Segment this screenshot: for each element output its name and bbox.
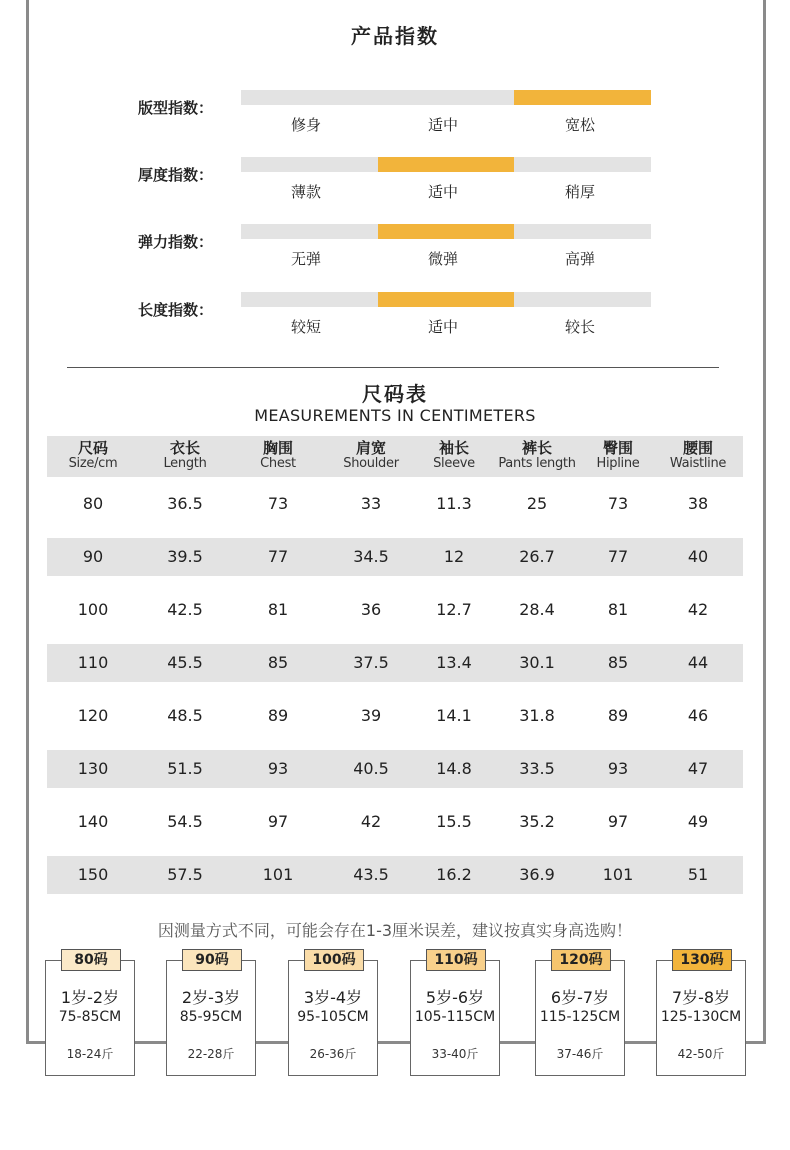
table-body (47, 477, 743, 894)
header-label-en: Chest (260, 456, 296, 472)
table-cell: 36.9 (519, 865, 555, 884)
index-label: 长度指数： (138, 301, 214, 319)
table-row (47, 538, 743, 576)
table-cell: 81 (607, 600, 629, 619)
height-range: 75-85CM (58, 1009, 122, 1025)
height-range: 95-105CM (297, 1009, 369, 1025)
table-cell: 12.7 (436, 600, 472, 619)
header-label-zh: 尺码 (77, 439, 108, 457)
header-label-en: Sleeve (433, 456, 475, 472)
table-cell: 93 (607, 759, 629, 778)
height-range: 105-115CM (414, 1009, 496, 1025)
size-card (288, 952, 378, 1076)
table-row (47, 583, 743, 636)
size-card (535, 952, 625, 1076)
index-option: 稍厚 (564, 183, 595, 201)
table-cell: 33 (360, 494, 382, 513)
table-cell: 90 (82, 547, 104, 566)
table-header-cell (491, 436, 583, 477)
index-bar-fill (514, 90, 651, 105)
weight-range: 18-24斤 (66, 1047, 114, 1061)
table-row (47, 477, 743, 530)
size-tag: 110码 (426, 949, 486, 971)
table-header-cell (653, 436, 743, 477)
size-tag: 80码 (61, 949, 121, 971)
index-option: 微弹 (427, 250, 458, 268)
table-cell: 130 (77, 759, 109, 778)
index-option: 宽松 (564, 116, 595, 134)
index-option: 适中 (427, 183, 458, 201)
size-tag: 100码 (304, 949, 364, 971)
size-tag: 120码 (551, 949, 611, 971)
table-header-cell (47, 436, 139, 477)
table-cell: 85 (607, 653, 629, 672)
header-label-zh: 袖长 (438, 439, 469, 457)
header-label-zh: 臀围 (602, 439, 633, 457)
table-cell: 36.5 (167, 494, 203, 513)
table-cell: 100 (77, 600, 109, 619)
table-cell: 40.5 (353, 759, 389, 778)
table-cell: 36 (360, 600, 382, 619)
index-label: 版型指数： (138, 99, 214, 117)
size-chart-subtitle: MEASUREMENTS IN CENTIMETERS (254, 406, 536, 425)
weight-range: 26-36斤 (309, 1047, 357, 1061)
table-cell: 49 (687, 812, 709, 831)
table-cell: 42 (687, 600, 709, 619)
table-cell: 16.2 (436, 865, 472, 884)
index-option: 无弹 (290, 250, 321, 268)
table-cell: 57.5 (167, 865, 203, 884)
table-cell: 93 (267, 759, 289, 778)
weight-range: 37-46斤 (556, 1047, 604, 1061)
table-cell: 140 (77, 812, 109, 831)
section-divider (67, 367, 719, 368)
table-cell: 31.8 (519, 706, 555, 725)
table-cell: 30.1 (519, 653, 555, 672)
table-cell: 54.5 (167, 812, 203, 831)
header-label-zh: 肩宽 (355, 439, 386, 457)
product-index-title: 产品指数 (351, 24, 439, 48)
table-cell: 150 (77, 865, 109, 884)
age-range: 6岁-7岁 (550, 988, 610, 1007)
index-label: 弹力指数： (138, 233, 214, 251)
table-cell: 43.5 (353, 865, 389, 884)
table-cell: 39 (360, 706, 382, 725)
table-cell: 42 (360, 812, 382, 831)
table-header (47, 436, 743, 477)
table-cell: 48.5 (167, 706, 203, 725)
table-cell: 11.3 (436, 494, 472, 513)
table-cell: 51.5 (167, 759, 203, 778)
age-range: 5岁-6岁 (425, 988, 485, 1007)
header-label-en: Waistline (669, 456, 727, 472)
header-label-zh: 裤长 (521, 439, 552, 457)
size-table (47, 436, 743, 901)
size-card (166, 952, 256, 1076)
measurement-note: 因测量方式不同，可能会存在1-3厘米误差，建议按真实身高选购！ (157, 921, 633, 940)
header-label-en: Length (163, 456, 207, 472)
index-option: 高弹 (564, 250, 595, 268)
table-row (47, 795, 743, 848)
table-cell: 51 (687, 865, 709, 884)
age-range: 2岁-3岁 (181, 988, 241, 1007)
header-label-en: Shoulder (343, 456, 399, 472)
table-cell: 15.5 (436, 812, 472, 831)
size-tag: 90码 (182, 949, 242, 971)
table-cell: 89 (607, 706, 629, 725)
table-cell: 120 (77, 706, 109, 725)
table-row (47, 856, 743, 894)
table-cell: 45.5 (167, 653, 203, 672)
table-cell: 35.2 (519, 812, 555, 831)
table-cell: 12 (443, 547, 465, 566)
size-card (656, 952, 746, 1076)
size-card (45, 952, 135, 1076)
table-header-cell (325, 436, 417, 477)
height-range: 125-130CM (660, 1009, 742, 1025)
table-cell: 97 (267, 812, 289, 831)
table-header-cell (417, 436, 491, 477)
table-cell: 89 (267, 706, 289, 725)
table-cell: 47 (687, 759, 709, 778)
index-bar (241, 292, 651, 307)
age-range: 1岁-2岁 (60, 988, 120, 1007)
header-label-en: Size/cm (68, 456, 118, 472)
index-option: 适中 (427, 116, 458, 134)
table-cell: 110 (77, 653, 109, 672)
weight-range: 22-28斤 (187, 1047, 235, 1061)
table-cell: 81 (267, 600, 289, 619)
table-cell: 42.5 (167, 600, 203, 619)
index-option: 较长 (564, 318, 595, 336)
header-label-zh: 腰围 (682, 439, 713, 457)
table-cell: 77 (607, 547, 629, 566)
index-label: 厚度指数： (138, 166, 214, 184)
age-range: 3岁-4岁 (303, 988, 363, 1007)
table-cell: 80 (82, 494, 104, 513)
table-cell: 73 (267, 494, 289, 513)
age-range: 7岁-8岁 (671, 988, 731, 1007)
index-bar-fill (378, 292, 515, 307)
header-label-zh: 胸围 (262, 439, 293, 457)
weight-range: 33-40斤 (431, 1047, 479, 1061)
table-row (47, 689, 743, 742)
header-label-en: Hipline (596, 456, 640, 472)
table-cell: 101 (262, 865, 294, 884)
table-cell: 14.8 (436, 759, 472, 778)
height-range: 115-125CM (539, 1009, 621, 1025)
table-cell: 39.5 (167, 547, 203, 566)
table-cell: 77 (267, 547, 289, 566)
size-card (410, 952, 500, 1076)
header-label-en: Pants length (498, 456, 576, 472)
height-range: 85-95CM (179, 1009, 243, 1025)
table-cell: 37.5 (353, 653, 389, 672)
table-cell: 97 (607, 812, 629, 831)
index-bar (241, 90, 651, 105)
table-cell: 44 (687, 653, 709, 672)
index-bar-fill (378, 157, 515, 172)
table-cell: 34.5 (353, 547, 389, 566)
table-cell: 101 (602, 865, 634, 884)
table-cell: 40 (687, 547, 709, 566)
table-cell: 26.7 (519, 547, 555, 566)
index-bar-fill (378, 224, 515, 239)
table-row (47, 644, 743, 682)
table-cell: 28.4 (519, 600, 555, 619)
index-option: 修身 (290, 116, 321, 134)
size-chart-title: 尺码表 (362, 382, 428, 406)
table-cell: 46 (687, 706, 709, 725)
index-option: 薄款 (290, 183, 321, 201)
table-cell: 38 (687, 494, 709, 513)
table-cell: 25 (526, 494, 548, 513)
table-cell: 14.1 (436, 706, 472, 725)
table-cell: 33.5 (519, 759, 555, 778)
table-cell: 85 (267, 653, 289, 672)
index-option: 较短 (290, 318, 321, 336)
table-header-cell (231, 436, 325, 477)
weight-range: 42-50斤 (677, 1047, 725, 1061)
table-cell: 13.4 (436, 653, 472, 672)
size-tag: 130码 (672, 949, 732, 971)
index-option: 适中 (427, 318, 458, 336)
index-bar (241, 157, 651, 172)
table-cell: 73 (607, 494, 629, 513)
index-bar (241, 224, 651, 239)
table-header-cell (139, 436, 231, 477)
table-header-cell (583, 436, 653, 477)
header-label-zh: 衣长 (169, 439, 200, 457)
table-row (47, 750, 743, 788)
